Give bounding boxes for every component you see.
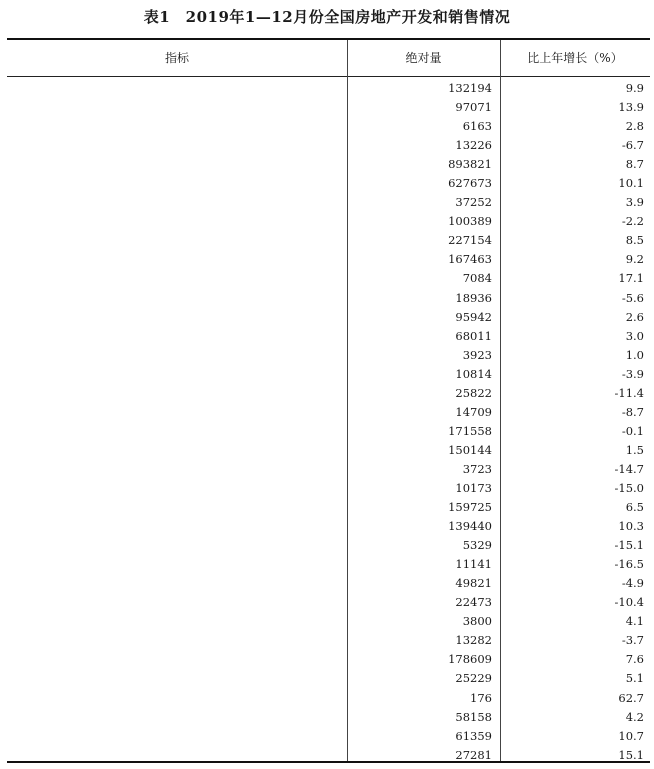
growth-value-cell: -3.9 — [621, 366, 644, 381]
absolute-value-cell: 97071 — [455, 100, 492, 115]
growth-value-cell: -5.6 — [621, 290, 644, 305]
absolute-value-cell: 14709 — [455, 404, 492, 419]
table-row — [7, 498, 650, 517]
growth-value-cell: -2.2 — [621, 214, 644, 229]
growth-value-cell: 13.9 — [618, 100, 644, 115]
growth-value-cell: 5.1 — [625, 671, 644, 686]
absolute-value-cell: 227154 — [448, 233, 492, 248]
growth-value-cell: 10.1 — [618, 176, 644, 191]
absolute-value-cell: 25229 — [455, 671, 492, 686]
table-row — [7, 117, 650, 136]
growth-value-cell: 9.2 — [625, 252, 644, 267]
growth-value-cell: 15.1 — [618, 747, 644, 762]
absolute-value-cell: 10173 — [455, 480, 492, 495]
absolute-value-cell: 37252 — [455, 195, 492, 210]
absolute-value-cell: 25822 — [455, 385, 492, 400]
absolute-value-cell: 3923 — [462, 347, 492, 362]
table-body — [7, 79, 650, 765]
table-row — [7, 212, 650, 231]
absolute-value-cell: 22473 — [455, 595, 492, 610]
table-row — [7, 650, 650, 669]
absolute-value-cell: 100389 — [448, 214, 492, 229]
table-row — [7, 193, 650, 212]
absolute-value-cell: 627673 — [448, 176, 492, 191]
growth-value-cell: -10.4 — [614, 595, 644, 610]
growth-value-cell: 3.9 — [625, 195, 644, 210]
absolute-value-cell: 58158 — [455, 709, 492, 724]
growth-value-cell: -15.1 — [614, 538, 644, 553]
table-row — [7, 689, 650, 708]
absolute-value-cell: 132194 — [448, 81, 492, 95]
table-row — [7, 422, 650, 441]
growth-value-cell: -14.7 — [614, 461, 644, 476]
absolute-value-cell: 5329 — [462, 538, 492, 553]
growth-value-cell: 62.7 — [618, 690, 644, 705]
absolute-value-cell: 11141 — [455, 557, 492, 572]
absolute-value-cell: 167463 — [448, 252, 492, 267]
table-row — [7, 327, 650, 346]
absolute-value-cell: 13282 — [455, 633, 492, 648]
table-row — [7, 593, 650, 612]
growth-value-cell: 10.3 — [618, 519, 644, 534]
absolute-value-cell: 3723 — [462, 461, 492, 476]
table-row — [7, 384, 650, 403]
growth-value-cell: -0.1 — [621, 423, 644, 438]
table-row — [7, 289, 650, 308]
growth-value-cell: 8.5 — [625, 233, 644, 248]
absolute-value-cell: 893821 — [448, 157, 492, 172]
absolute-value-cell: 178609 — [448, 652, 492, 667]
absolute-value-cell: 10814 — [455, 366, 492, 381]
absolute-value-cell: 95942 — [455, 309, 492, 324]
table-row — [7, 708, 650, 727]
table-row — [7, 555, 650, 574]
table-row — [7, 612, 650, 631]
growth-value-cell: 10.7 — [618, 728, 644, 743]
table-row — [7, 746, 650, 765]
absolute-value-cell: 13226 — [455, 138, 492, 153]
table-row — [7, 517, 650, 536]
growth-value-cell: 3.0 — [625, 328, 644, 343]
growth-value-cell: -16.5 — [614, 557, 644, 572]
table-row — [7, 250, 650, 269]
growth-value-cell: -4.9 — [621, 576, 644, 591]
growth-value-cell: 9.9 — [625, 81, 644, 95]
header-indicator: 指标 — [164, 51, 189, 65]
table-row — [7, 155, 650, 174]
table-row — [7, 365, 650, 384]
table-header-rule — [7, 76, 650, 77]
growth-value-cell: 7.6 — [625, 652, 644, 667]
absolute-value-cell: 150144 — [448, 442, 492, 457]
table-row — [7, 403, 650, 422]
absolute-value-cell: 18936 — [455, 290, 492, 305]
absolute-value-cell: 49821 — [455, 576, 492, 591]
absolute-value-cell: 159725 — [448, 500, 492, 515]
growth-value-cell: 8.7 — [625, 157, 644, 172]
table-row — [7, 441, 650, 460]
growth-value-cell: 2.8 — [625, 119, 644, 134]
growth-value-cell: 1.0 — [625, 347, 644, 362]
growth-value-cell: -3.7 — [621, 633, 644, 648]
absolute-value-cell: 176 — [470, 690, 492, 705]
header-growth: 比上年增长（%） — [527, 51, 623, 65]
table-row — [7, 669, 650, 688]
absolute-value-cell: 139440 — [448, 519, 492, 534]
absolute-value-cell: 6163 — [462, 119, 492, 134]
table-row — [7, 574, 650, 593]
absolute-value-cell: 7084 — [462, 271, 492, 286]
growth-value-cell: -6.7 — [621, 138, 644, 153]
absolute-value-cell: 61359 — [455, 728, 492, 743]
table-row — [7, 727, 650, 746]
growth-value-cell: 4.1 — [625, 614, 644, 629]
absolute-value-cell: 171558 — [448, 423, 492, 438]
absolute-value-cell: 3800 — [462, 614, 492, 629]
table-title: 表1 2019年1—12月份全国房地产开发和销售情况 — [143, 8, 511, 26]
growth-value-cell: 1.5 — [625, 442, 644, 457]
table-row — [7, 460, 650, 479]
growth-value-cell: -11.4 — [614, 385, 644, 400]
table-row — [7, 308, 650, 327]
growth-value-cell: -8.7 — [621, 404, 644, 419]
table-row — [7, 174, 650, 193]
table-row — [7, 479, 650, 498]
growth-value-cell: -15.0 — [614, 480, 644, 495]
growth-value-cell: 17.1 — [618, 271, 644, 286]
table-row — [7, 346, 650, 365]
table-row — [7, 98, 650, 117]
table-row — [7, 631, 650, 650]
header-absolute: 绝对量 — [405, 51, 442, 65]
table-row — [7, 136, 650, 155]
table-row — [7, 231, 650, 250]
absolute-value-cell: 27281 — [455, 747, 492, 762]
absolute-value-cell: 68011 — [455, 328, 492, 343]
growth-value-cell: 4.2 — [625, 709, 644, 724]
table-row — [7, 79, 650, 98]
table-row — [7, 536, 650, 555]
growth-value-cell: 2.6 — [625, 309, 644, 324]
growth-value-cell: 6.5 — [625, 500, 644, 515]
table-row — [7, 269, 650, 288]
